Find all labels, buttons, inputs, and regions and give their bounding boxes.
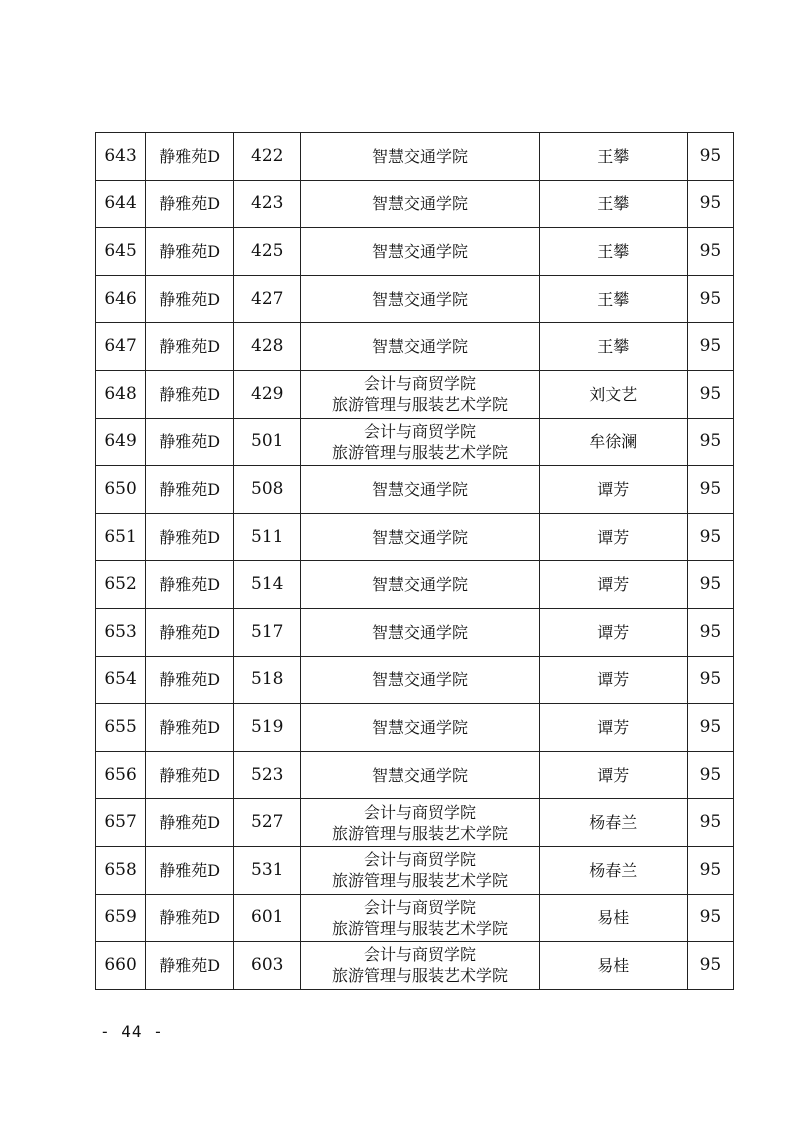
cell-college xyxy=(301,323,539,371)
cell-score: 95 xyxy=(687,608,733,656)
table-row xyxy=(96,418,734,466)
cell-room: 519 xyxy=(234,704,301,752)
cell-person: 刘文艺 xyxy=(539,370,687,418)
college-name: 旅游管理与服装艺术学院 xyxy=(331,442,508,462)
cell-person: 牟徐澜 xyxy=(539,418,687,466)
cell-score: 95 xyxy=(687,751,733,799)
cell-person: 王攀 xyxy=(539,228,687,276)
cell-person: 易桂 xyxy=(539,942,687,990)
cell-building: 静雅苑D xyxy=(146,418,234,466)
college-name: 智慧交通学院 xyxy=(371,575,468,595)
table-row xyxy=(96,275,734,323)
dormitory-score-table xyxy=(95,132,734,990)
table-row xyxy=(96,323,734,371)
cell-college xyxy=(301,608,539,656)
cell-person: 谭芳 xyxy=(539,466,687,514)
cell-person: 谭芳 xyxy=(539,513,687,561)
cell-building: 静雅苑D xyxy=(146,608,234,656)
table-row xyxy=(96,704,734,752)
cell-score: 95 xyxy=(687,513,733,561)
college-name: 智慧交通学院 xyxy=(371,289,468,309)
cell-number: 653 xyxy=(96,608,146,656)
cell-number: 646 xyxy=(96,275,146,323)
cell-number: 659 xyxy=(96,894,146,942)
cell-college xyxy=(301,751,539,799)
table-row xyxy=(96,942,734,990)
cell-score: 95 xyxy=(687,418,733,466)
cell-building: 静雅苑D xyxy=(146,894,234,942)
cell-number: 655 xyxy=(96,704,146,752)
cell-person: 易桂 xyxy=(539,894,687,942)
cell-score: 95 xyxy=(687,942,733,990)
cell-building: 静雅苑D xyxy=(146,275,234,323)
college-name: 会计与商贸学院 xyxy=(363,374,476,394)
cell-college xyxy=(301,513,539,561)
college-name: 智慧交通学院 xyxy=(371,337,468,357)
cell-college xyxy=(301,133,539,181)
cell-college xyxy=(301,228,539,276)
cell-number: 645 xyxy=(96,228,146,276)
cell-score: 95 xyxy=(687,894,733,942)
cell-person: 谭芳 xyxy=(539,656,687,704)
cell-building: 静雅苑D xyxy=(146,370,234,418)
cell-number: 656 xyxy=(96,751,146,799)
cell-number: 644 xyxy=(96,180,146,228)
cell-person: 谭芳 xyxy=(539,704,687,752)
cell-college xyxy=(301,704,539,752)
cell-person: 王攀 xyxy=(539,133,687,181)
table-row xyxy=(96,370,734,418)
cell-college xyxy=(301,894,539,942)
cell-person: 谭芳 xyxy=(539,751,687,799)
cell-room: 425 xyxy=(234,228,301,276)
cell-college xyxy=(301,942,539,990)
college-name: 智慧交通学院 xyxy=(371,622,468,642)
table-body xyxy=(96,133,734,990)
college-name: 智慧交通学院 xyxy=(371,194,468,214)
cell-person: 杨春兰 xyxy=(539,799,687,847)
cell-number: 652 xyxy=(96,561,146,609)
cell-room: 511 xyxy=(234,513,301,561)
cell-room: 527 xyxy=(234,799,301,847)
cell-number: 649 xyxy=(96,418,146,466)
cell-building: 静雅苑D xyxy=(146,561,234,609)
cell-number: 647 xyxy=(96,323,146,371)
cell-person: 杨春兰 xyxy=(539,846,687,894)
cell-person: 王攀 xyxy=(539,275,687,323)
cell-college xyxy=(301,466,539,514)
page-number: - 44 - xyxy=(100,1022,164,1041)
cell-person: 王攀 xyxy=(539,180,687,228)
college-name: 会计与商贸学院 xyxy=(363,421,476,441)
cell-college xyxy=(301,418,539,466)
cell-college xyxy=(301,656,539,704)
cell-score: 95 xyxy=(687,275,733,323)
college-name: 旅游管理与服装艺术学院 xyxy=(331,823,508,843)
cell-room: 523 xyxy=(234,751,301,799)
cell-score: 95 xyxy=(687,704,733,752)
table-row xyxy=(96,894,734,942)
cell-room: 518 xyxy=(234,656,301,704)
cell-room: 501 xyxy=(234,418,301,466)
cell-number: 658 xyxy=(96,846,146,894)
table-row xyxy=(96,466,734,514)
college-name: 智慧交通学院 xyxy=(371,479,468,499)
cell-number: 650 xyxy=(96,466,146,514)
cell-room: 427 xyxy=(234,275,301,323)
college-name: 智慧交通学院 xyxy=(371,527,468,547)
cell-building: 静雅苑D xyxy=(146,466,234,514)
cell-score: 95 xyxy=(687,561,733,609)
cell-person: 谭芳 xyxy=(539,608,687,656)
cell-college xyxy=(301,370,539,418)
college-name: 智慧交通学院 xyxy=(371,670,468,690)
cell-person: 谭芳 xyxy=(539,561,687,609)
table-row xyxy=(96,799,734,847)
cell-score: 95 xyxy=(687,133,733,181)
cell-room: 531 xyxy=(234,846,301,894)
college-name: 智慧交通学院 xyxy=(371,717,468,737)
cell-room: 422 xyxy=(234,133,301,181)
table-row xyxy=(96,608,734,656)
cell-building: 静雅苑D xyxy=(146,846,234,894)
cell-building: 静雅苑D xyxy=(146,704,234,752)
cell-score: 95 xyxy=(687,228,733,276)
cell-score: 95 xyxy=(687,180,733,228)
cell-building: 静雅苑D xyxy=(146,228,234,276)
college-name: 旅游管理与服装艺术学院 xyxy=(331,395,508,415)
cell-room: 428 xyxy=(234,323,301,371)
cell-building: 静雅苑D xyxy=(146,799,234,847)
cell-building: 静雅苑D xyxy=(146,180,234,228)
college-name: 会计与商贸学院 xyxy=(363,897,476,917)
cell-number: 643 xyxy=(96,133,146,181)
cell-building: 静雅苑D xyxy=(146,133,234,181)
college-name: 旅游管理与服装艺术学院 xyxy=(331,871,508,891)
cell-number: 648 xyxy=(96,370,146,418)
cell-score: 95 xyxy=(687,846,733,894)
college-name: 会计与商贸学院 xyxy=(363,802,476,822)
cell-score: 95 xyxy=(687,370,733,418)
cell-number: 654 xyxy=(96,656,146,704)
college-name: 旅游管理与服装艺术学院 xyxy=(331,966,508,986)
cell-building: 静雅苑D xyxy=(146,323,234,371)
cell-person: 王攀 xyxy=(539,323,687,371)
college-name: 会计与商贸学院 xyxy=(363,945,476,965)
cell-room: 514 xyxy=(234,561,301,609)
college-name: 智慧交通学院 xyxy=(371,146,468,166)
cell-room: 601 xyxy=(234,894,301,942)
cell-college xyxy=(301,180,539,228)
cell-number: 660 xyxy=(96,942,146,990)
cell-score: 95 xyxy=(687,656,733,704)
cell-building: 静雅苑D xyxy=(146,656,234,704)
college-name: 旅游管理与服装艺术学院 xyxy=(331,918,508,938)
table-row xyxy=(96,180,734,228)
cell-score: 95 xyxy=(687,466,733,514)
college-name: 智慧交通学院 xyxy=(371,765,468,785)
cell-building: 静雅苑D xyxy=(146,942,234,990)
cell-college xyxy=(301,275,539,323)
college-name: 会计与商贸学院 xyxy=(363,850,476,870)
cell-room: 508 xyxy=(234,466,301,514)
cell-college xyxy=(301,561,539,609)
table-row xyxy=(96,513,734,561)
table-row xyxy=(96,656,734,704)
table-row xyxy=(96,561,734,609)
table-row xyxy=(96,228,734,276)
cell-building: 静雅苑D xyxy=(146,751,234,799)
cell-room: 423 xyxy=(234,180,301,228)
cell-room: 429 xyxy=(234,370,301,418)
cell-room: 603 xyxy=(234,942,301,990)
cell-number: 651 xyxy=(96,513,146,561)
cell-score: 95 xyxy=(687,323,733,371)
cell-college xyxy=(301,799,539,847)
table-row xyxy=(96,846,734,894)
cell-building: 静雅苑D xyxy=(146,513,234,561)
college-name: 智慧交通学院 xyxy=(371,241,468,261)
table-row xyxy=(96,751,734,799)
cell-score: 95 xyxy=(687,799,733,847)
table-row xyxy=(96,133,734,181)
cell-college xyxy=(301,846,539,894)
cell-room: 517 xyxy=(234,608,301,656)
cell-number: 657 xyxy=(96,799,146,847)
